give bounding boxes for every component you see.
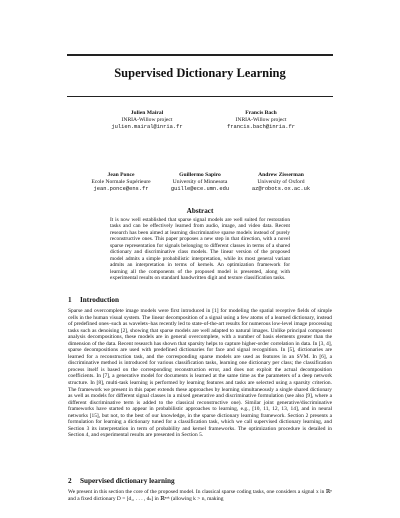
author-name: Jean Ponce xyxy=(107,172,135,178)
author-block xyxy=(226,172,336,193)
author-email: az@robots.ox.ac.uk xyxy=(251,186,311,192)
section-heading xyxy=(68,477,332,486)
title-rule-bottom xyxy=(67,96,333,97)
section-title: Introduction xyxy=(80,296,120,304)
author-affiliation: University of Oxford xyxy=(257,179,305,185)
author-block xyxy=(92,110,202,131)
author-email: francis.bach@inria.fr xyxy=(227,124,295,130)
section-number: 2 xyxy=(68,477,72,485)
author-block xyxy=(206,110,316,131)
paragraph: Sparse and overcomplete image models were first introduced in [1] for modeling the spatial receptive fields of simple cells in the human visual system. The linear decomposition of a signal using a few atoms of a learned dictionary, instead of predefined ones–such as wavelets–has recently led to state-of-the-art results for numerous low-level image processing tasks such as denoising [2], showing that sparse models are well adapted to natural images. Unlike principal component analysis decompositions, these models are in general overcomplete, with a number of basis elements greater than the dimension of the data. Recent research has shown that sparsity helps to capture higher-order correlation in data. In [3, 4], sparse decompositions are used with predefined dictionaries for face and signal recognition. In [5], dictionaries are learned for a reconstruction task, and the corresponding sparse models are used as features in an SVM. In [6], a discriminative method is introduced for various classification tasks, learning one dictionary per class; the classification process itself is based on the corresponding reconstruction error, and does not exploit the actual decomposition coefficients. In [7], a generative model for documents is learned at the same time as the parameters of a deep network structure. In [8], multi-task learning is performed by learning features and tasks are selected using a sparsity criterion. The framework we present in this paper extends these approaches by learning simultaneously a single shared dictionary as well as models for different signal classes in a mixed generative and discriminative formulation (see also [9], where a different discriminative term is added to the classical reconstructive one). Similar joint generative/discriminative frameworks have started to appear in probabilistic approaches to learning, e.g., [10, 11, 12, 13, 14], and in neural networks [15], but not, to the best of our knowledge, in the sparse dictionary learning framework. Section 2 presents a formulation for learning a dictionary tuned for a classification task, which we call supervised dictionary learning, and Section 3 its interpretation in term of probability and kernel frameworks. The optimization procedure is detailed in Section 4, and experimental results are presented in Section 5. xyxy=(68,308,332,439)
section-number: 1 xyxy=(68,296,72,304)
author-email: jean.ponce@ens.fr xyxy=(93,186,149,192)
paper-title: Supervised Dictionary Learning xyxy=(114,66,286,80)
author-affiliation: INRIA-Willow project xyxy=(235,117,287,123)
paragraph: We present in this section the core of the proposed model. In classical sparse coding tasks, one considers a signal x in ℝⁿ and a fixed dictionary D = [d₁, . . . , dₖ] in ℝⁿˣᵏ (allowing k > n, making xyxy=(68,489,332,502)
abstract-heading: Abstract xyxy=(186,207,214,215)
section-body xyxy=(68,489,332,502)
title-rule-top xyxy=(67,54,333,56)
section-body xyxy=(68,308,332,439)
author-name: Francis Bach xyxy=(245,110,277,116)
section-heading xyxy=(68,296,332,305)
author-affiliation: INRIA-Willow project xyxy=(121,117,173,123)
section-title: Supervised dictionary learning xyxy=(80,477,175,485)
author-affiliation: University of Minnesota xyxy=(172,179,228,185)
author-name: Julien Mairal xyxy=(130,110,164,116)
author-email: guille@ece.umn.edu xyxy=(170,186,230,192)
author-name: Guillermo Sapiro xyxy=(179,172,221,178)
author-email: julien.mairal@inria.fr xyxy=(111,124,183,130)
author-affiliation: Ecole Normale Supérieure xyxy=(91,179,151,185)
author-name: Andrew Zisserman xyxy=(258,172,304,178)
abstract-text: It is now well established that sparse signal models are well suited for restoration tasks and can be effectively learned from audio, image, and video data. Recent research has been aimed at learning discriminative sparse models instead of purely reconstructive ones. This paper proposes a new step in that direction, with a novel sparse representation for signals belonging to different classes in terms of a shared dictionary and discriminative class models. The linear version of the proposed model admits a simple probabilistic interpretation, while its most general variant admits an interpretation in terms of kernels. An optimization framework for learning all the components of the proposed model is presented, along with experimental results on standard handwritten digit and texture classification tasks. xyxy=(110,217,290,282)
